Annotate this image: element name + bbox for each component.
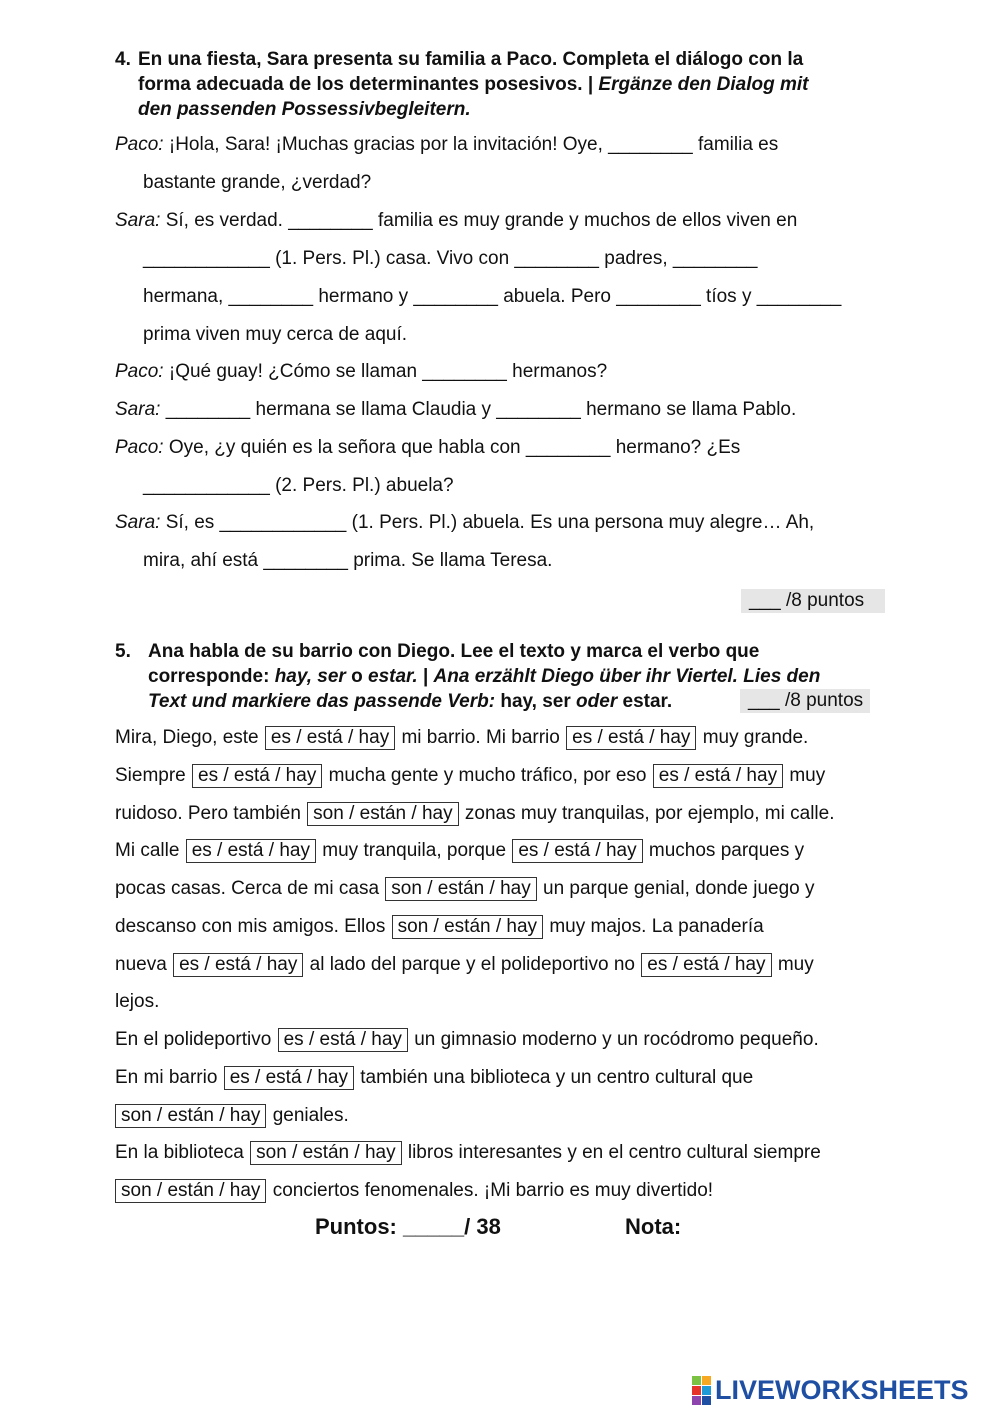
verb-choice-box[interactable]: es / está / hay: [265, 726, 395, 750]
speaker-label: Paco:: [115, 134, 164, 155]
text-line: Mi calle es / está / hay muy tranquila, porque es / está / hay muchos parques y: [115, 840, 805, 861]
ex5-header-line-1: Ana habla de su barrio con Diego. Lee el texto y marca el verbo que: [148, 641, 760, 662]
ex5-number: 5.: [115, 641, 131, 662]
speaker-label: Paco:: [115, 361, 164, 382]
dialog-line: ____________ (2. Pers. Pl.) abuela?: [143, 475, 454, 496]
dialog-line: ____________ (1. Pers. Pl.) casa. Vivo con ________ padres, ________: [143, 248, 758, 269]
liveworksheets-logo: [692, 1374, 969, 1406]
text-line: nueva es / está / hay al lado del parque y el polideportivo no es / está / hay muy: [115, 954, 814, 975]
logo-block: [692, 1376, 701, 1385]
dialog-line: Paco: ¡Qué guay! ¿Cómo se llaman ________ hermanos?: [115, 361, 608, 382]
text-line: son / están / hay geniales.: [114, 1104, 349, 1128]
ex5-header-line-2: corresponde: hay, ser o estar. | Ana erzählt Diego über ihr Viertel. Lies den: [148, 666, 821, 687]
ex4-header-line-1: En una fiesta, Sara presenta su familia a Paco. Completa el diálogo con la: [138, 49, 804, 70]
dialog-line: bastante grande, ¿verdad?: [143, 172, 372, 193]
speaker-label: Sara:: [115, 512, 161, 533]
verb-choice-box[interactable]: es / está / hay: [641, 953, 771, 977]
ex4-header: [115, 48, 131, 72]
logo-block: [702, 1386, 711, 1395]
dialog-line: Sara: Sí, es verdad. ________ familia es muy grande y muchos de ellos viven en: [115, 210, 798, 231]
ex4-header-line-2: forma adecuada de los determinantes posesivos. | Ergänze den Dialog mit: [138, 74, 809, 95]
verb-choice-box[interactable]: es / está / hay: [186, 839, 316, 863]
logo-blocks-icon: [692, 1376, 711, 1405]
text-line: Siempre es / está / hay mucha gente y mucho tráfico, por eso es / está / hay muy: [115, 765, 826, 786]
ex5-score-box: ___ /8 puntos: [740, 689, 870, 713]
ex4-header-line-3: den passenden Possessivbegleitern.: [138, 99, 471, 120]
speaker-label: Sara:: [115, 210, 161, 231]
grade-label: Nota:: [625, 1214, 682, 1239]
text-line: lejos.: [115, 991, 160, 1012]
logo-text: LIVEWORKSHEETS: [715, 1374, 969, 1405]
text-line: pocas casas. Cerca de mi casa son / están / hay un parque genial, donde juego y: [115, 878, 815, 899]
verb-choice-box[interactable]: son / están / hay: [115, 1179, 266, 1203]
verb-choice-box[interactable]: es / está / hay: [224, 1066, 354, 1090]
speaker-label: Sara:: [115, 399, 161, 420]
verb-choice-box[interactable]: es / está / hay: [566, 726, 696, 750]
logo-block: [692, 1396, 701, 1405]
verb-choice-box[interactable]: es / está / hay: [278, 1028, 408, 1052]
dialog-line: hermana, ________ hermano y ________ abuela. Pero ________ tíos y ________: [143, 286, 842, 307]
verb-choice-box[interactable]: son / están / hay: [392, 915, 543, 939]
verb-choice-box[interactable]: son / están / hay: [385, 877, 536, 901]
text-line: son / están / hay conciertos fenomenales. ¡Mi barrio es muy divertido!: [114, 1179, 713, 1203]
verb-choice-box[interactable]: son / están / hay: [307, 802, 458, 826]
text-line: Mira, Diego, este es / está / hay mi barrio. Mi barrio es / está / hay muy grande.: [115, 727, 809, 748]
total-points: Puntos: _____/ 38: [315, 1214, 501, 1239]
dialog-line: Sara: ________ hermana se llama Claudia y ________ hermano se llama Pablo.: [115, 399, 797, 420]
dialog-line: prima viven muy cerca de aquí.: [143, 324, 408, 345]
text-line: En el polideportivo es / está / hay un gimnasio moderno y un rocódromo pequeño.: [115, 1029, 819, 1050]
ex5-header-line-3: Text und markiere das passende Verb: hay, ser oder estar.: [148, 691, 673, 712]
speaker-label: Paco:: [115, 437, 164, 458]
ex4-score-box: ___ /8 puntos: [741, 589, 885, 613]
text-line: descanso con mis amigos. Ellos son / están / hay muy majos. La panadería: [115, 916, 764, 937]
verb-choice-box[interactable]: es / está / hay: [653, 764, 783, 788]
text-line: En la biblioteca son / están / hay libros interesantes y en el centro cultural siempre: [115, 1142, 821, 1163]
verb-choice-box[interactable]: es / está / hay: [192, 764, 322, 788]
verb-choice-box[interactable]: es / está / hay: [512, 839, 642, 863]
text-line: ruidoso. Pero también son / están / hay zonas muy tranquilas, por ejemplo, mi calle.: [115, 803, 835, 824]
ex4-number: 4.: [115, 49, 131, 70]
verb-choice-box[interactable]: es / está / hay: [173, 953, 303, 977]
logo-block: [702, 1376, 711, 1385]
verb-choice-box[interactable]: son / están / hay: [250, 1141, 401, 1165]
dialog-line: Paco: ¡Hola, Sara! ¡Muchas gracias por la invitación! Oye, ________ familia es: [115, 134, 779, 155]
dialog-line: mira, ahí está ________ prima. Se llama Teresa.: [143, 550, 553, 571]
dialog-line: Sara: Sí, es ____________ (1. Pers. Pl.) abuela. Es una persona muy alegre… Ah,: [115, 512, 815, 533]
verb-choice-box[interactable]: son / están / hay: [115, 1104, 266, 1128]
text-line: En mi barrio es / está / hay también una biblioteca y un centro cultural que: [115, 1067, 754, 1088]
dialog-line: Paco: Oye, ¿y quién es la señora que habla con ________ hermano? ¿Es: [115, 437, 741, 458]
logo-block: [702, 1396, 711, 1405]
logo-block: [692, 1386, 701, 1395]
